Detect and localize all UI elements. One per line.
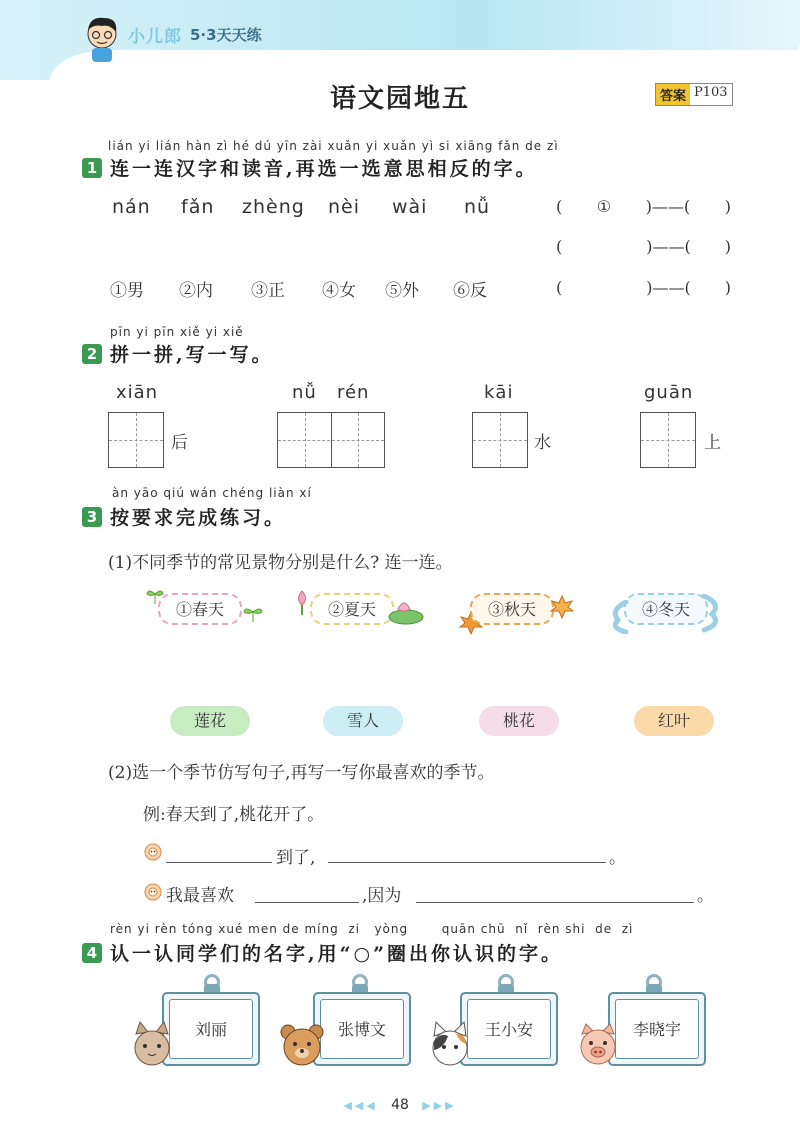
- q4-number: 4: [82, 943, 102, 963]
- q2-after-char: 后: [171, 433, 188, 453]
- q1-syllable[interactable]: wài: [392, 196, 428, 218]
- pair-close: ): [724, 237, 731, 256]
- answer-tag: [655, 83, 733, 106]
- writing-grid[interactable]: [640, 412, 696, 468]
- scenery-red-leaf[interactable]: 红叶: [634, 706, 714, 736]
- pair-answer[interactable]: [596, 237, 612, 256]
- q2-item-pinyin: kāi: [484, 382, 514, 403]
- q3-line2-mid: ,因为: [362, 886, 402, 906]
- bear-icon: [278, 1020, 326, 1068]
- answer-page: P103: [690, 84, 732, 105]
- pig-icon: [574, 1020, 622, 1068]
- scenery-lotus[interactable]: 莲花: [170, 706, 250, 736]
- season-card-winter[interactable]: ④冬天: [624, 593, 708, 625]
- q4-pinyin: rèn yi rèn tóng xué men de míng zi yòng quān chū nǐ rèn shi de zì: [110, 922, 634, 936]
- cat-icon: [128, 1020, 176, 1068]
- pair-open: (: [556, 197, 563, 216]
- pair-dash: )——(: [645, 197, 691, 216]
- maple-leaf-icon: [549, 594, 575, 620]
- left-arrows-icon: ◀◀◀: [343, 1099, 378, 1112]
- page-number: 48: [391, 1097, 409, 1113]
- season-card-summer[interactable]: ②夏天: [310, 593, 394, 625]
- answer-blank[interactable]: [416, 902, 694, 903]
- snow-cloud-icon: [700, 594, 726, 634]
- q1-number: 1: [82, 158, 102, 178]
- scenery-snowman[interactable]: 雪人: [323, 706, 403, 736]
- q2-item-pinyin: nǚ rén: [292, 382, 370, 403]
- answer-blank[interactable]: [166, 862, 272, 863]
- q3-line2-start: 我最喜欢: [166, 886, 234, 906]
- q2-item-pinyin: guān: [644, 382, 694, 403]
- q2-after-char: 上: [704, 433, 721, 453]
- q3-number: 3: [82, 507, 102, 527]
- q1-char-option[interactable]: ⑤外: [385, 281, 419, 301]
- q2-after-char: 水: [534, 433, 551, 453]
- name-card[interactable]: [608, 992, 706, 1066]
- season-card-spring[interactable]: ①春天: [158, 593, 242, 625]
- name-card[interactable]: [313, 992, 411, 1066]
- answer-blank[interactable]: [328, 862, 606, 863]
- writing-grid[interactable]: [277, 412, 385, 468]
- writing-grid[interactable]: [472, 412, 528, 468]
- q1-char-option[interactable]: ②内: [179, 281, 213, 301]
- season-card-autumn[interactable]: ③秋天: [470, 593, 554, 625]
- calico-cat-icon: [426, 1020, 474, 1068]
- right-arrows-icon: ▶▶▶: [422, 1099, 457, 1112]
- q1-char-option[interactable]: ③正: [251, 281, 285, 301]
- q1-syllable[interactable]: nèi: [328, 196, 361, 218]
- q1-char-option[interactable]: ⑥反: [453, 281, 487, 301]
- pair-answer[interactable]: [596, 278, 612, 297]
- q3-line1-mid: 到了,: [276, 848, 316, 868]
- series-name: 5·3天天练: [190, 26, 262, 44]
- q1-syllable[interactable]: fǎn: [181, 196, 215, 218]
- page-footer: [0, 1097, 800, 1113]
- series-brand: 小儿郎: [128, 27, 182, 47]
- q3-example: 例:春天到了,桃花开了。: [143, 805, 325, 825]
- lotus-bud-icon: [294, 589, 310, 615]
- name-card[interactable]: [460, 992, 558, 1066]
- name-text[interactable]: 张博文: [320, 999, 404, 1059]
- name-text[interactable]: 王小安: [467, 999, 551, 1059]
- answer-label: 答案: [656, 84, 690, 105]
- q2-pinyin: pīn yi pīn xiě yi xiě: [110, 325, 244, 339]
- q1-syllable[interactable]: nán: [112, 196, 151, 218]
- pair-dash: )——(: [646, 278, 691, 297]
- q3-title: 按要求完成练习。: [110, 507, 287, 529]
- q3-sub2: (2)选一个季节仿写句子,再写一写你最喜欢的季节。: [108, 763, 495, 783]
- q1-pair-row[interactable]: [556, 278, 731, 297]
- q1-char-option[interactable]: ①男: [110, 281, 144, 301]
- pair-open: (: [556, 278, 563, 297]
- q1-pair-row[interactable]: [556, 197, 731, 216]
- answer-blank[interactable]: [255, 902, 359, 903]
- pair-answer[interactable]: ①: [596, 197, 612, 216]
- sprout-icon: [242, 600, 264, 622]
- q1-char-option[interactable]: ④女: [322, 281, 356, 301]
- snow-cloud-icon: [606, 600, 630, 634]
- pair-open: (: [556, 237, 563, 256]
- q1-title: 连一连汉字和读音,再选一选意思相反的字。: [110, 158, 538, 180]
- pair-dash: )——(: [646, 237, 691, 256]
- q3-sub1: (1)不同季节的常见景物分别是什么? 连一连。: [108, 553, 453, 573]
- q1-pinyin: lián yi lián hàn zì hé dú yīn zài xuǎn yi xuǎn yì si xiāng fǎn de zì: [108, 139, 559, 153]
- pair-close: ): [724, 197, 731, 216]
- lotus-leaf-icon: [384, 593, 424, 625]
- q1-syllable[interactable]: nǚ: [464, 196, 491, 218]
- page-title: 语文园地五: [329, 84, 470, 114]
- mascot-boy-icon: [80, 14, 124, 62]
- flower-icon: [144, 843, 162, 861]
- q4-title: 认一认同学们的名字,用“○”圈出你认识的字。: [110, 943, 564, 965]
- q2-item-pinyin: xiān: [116, 382, 159, 403]
- q1-syllable[interactable]: zhèng: [242, 196, 305, 218]
- q1-pair-row[interactable]: [556, 237, 731, 256]
- q2-title: 拼一拼,写一写。: [110, 344, 274, 366]
- name-text[interactable]: 李晓宇: [615, 999, 699, 1059]
- name-card[interactable]: [162, 992, 260, 1066]
- name-text[interactable]: 刘丽: [169, 999, 253, 1059]
- q2-number: 2: [82, 344, 102, 364]
- pair-close: ): [724, 278, 731, 297]
- q3-line2-end: 。: [697, 886, 714, 906]
- flower-icon: [144, 883, 162, 901]
- q3-pinyin: àn yāo qiú wán chéng liàn xí: [112, 486, 312, 500]
- writing-grid[interactable]: [108, 412, 164, 468]
- q3-line1-end: 。: [609, 848, 626, 868]
- scenery-peach-blossom[interactable]: 桃花: [479, 706, 559, 736]
